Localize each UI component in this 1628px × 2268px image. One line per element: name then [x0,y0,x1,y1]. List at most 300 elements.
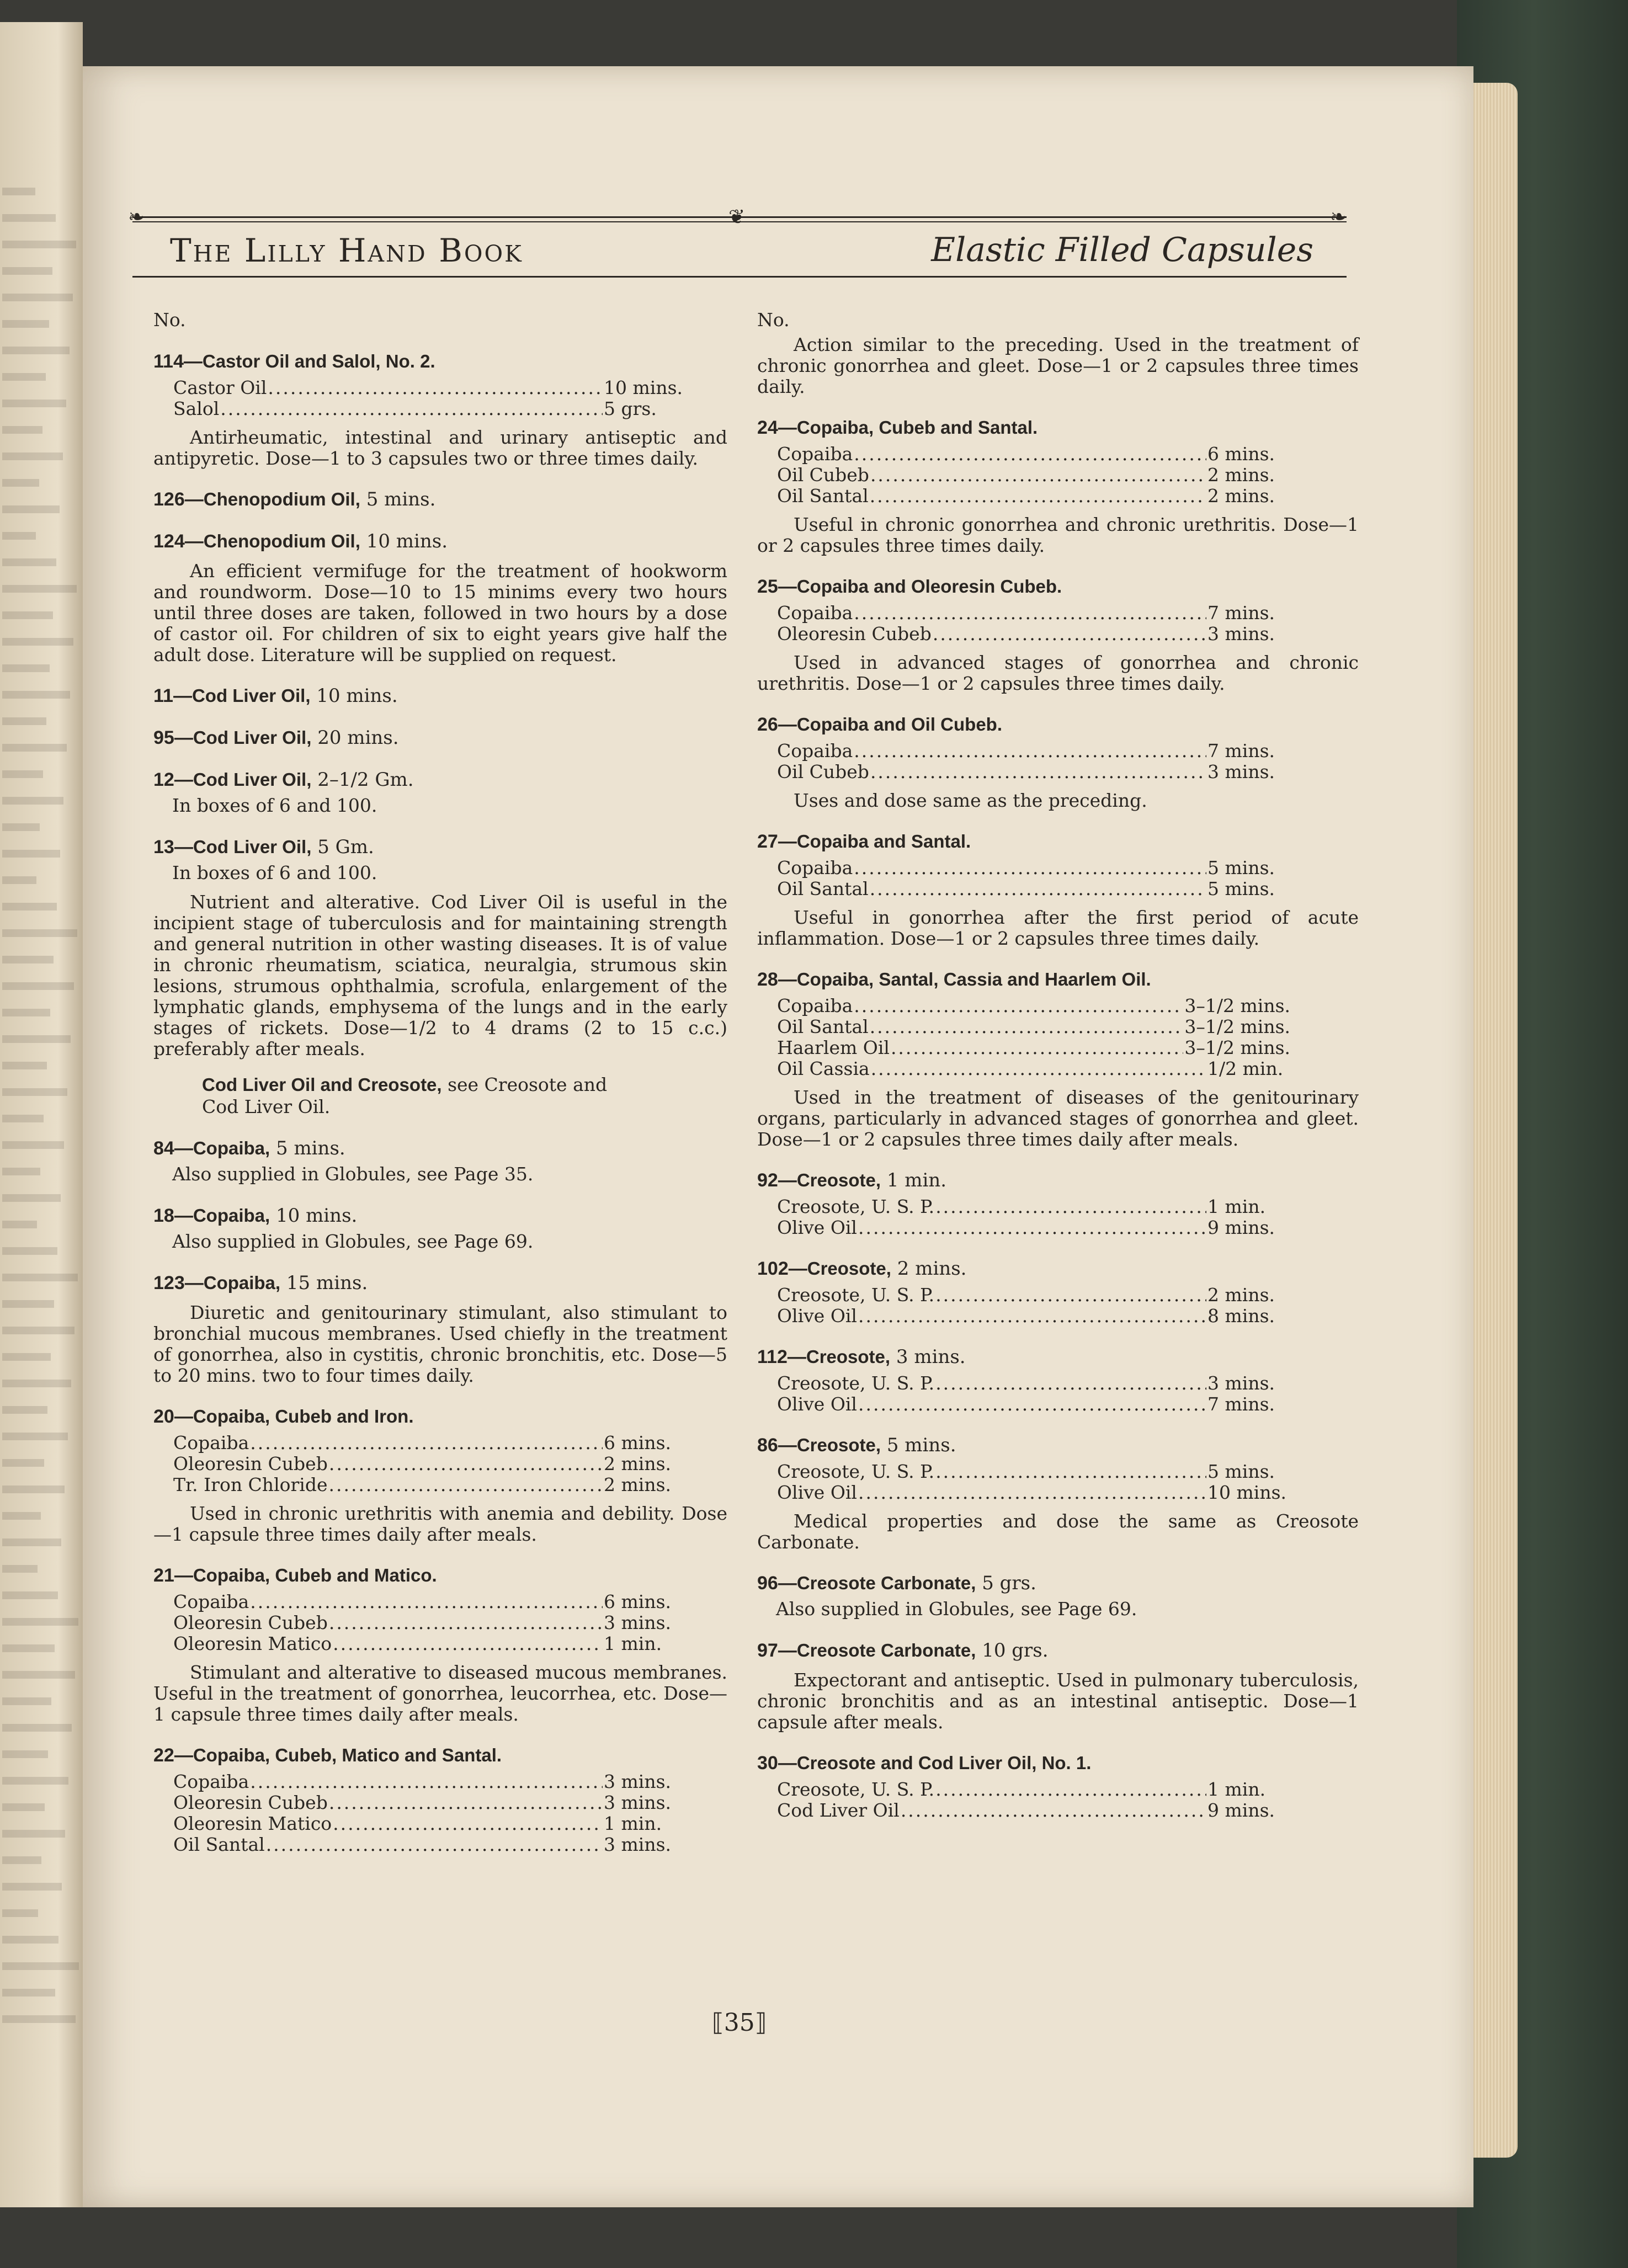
leader-dots [901,1800,1206,1821]
left-column [153,309,727,1870]
running-title: The Lilly Hand Book [170,232,523,269]
page-number: ⟦35⟧ [712,2009,767,2037]
ingredient-dose: 10 mins. [604,377,683,398]
formula-title: Castor Oil and Salol, No. 2. [202,351,435,371]
facing-page-text-fragment [2,452,63,460]
cross-reference-title: Cod Liver Oil and Creosote, [202,1074,442,1095]
ingredient-row [173,1834,687,1855]
header-rule-bottom [132,276,1347,278]
formula-dash: — [787,1346,806,1367]
ingredient-dose: 1 min. [1207,1196,1266,1217]
formula-description: Used in chronic urethritis with anemia and debility. Dose—1 capsule three times daily after meals. [153,1503,727,1545]
facing-page-text-fragment [2,532,36,540]
ingredient-name: Oleoresin Matico [173,1813,332,1834]
facing-page-text-fragment [2,1221,37,1228]
formula-dash: — [174,1205,193,1226]
facing-page-text-fragment [2,1856,41,1864]
ingredient-name: Oil Cassia [777,1058,870,1079]
ingredient-dose: 3–1/2 mins. [1184,1037,1290,1058]
ingredient-row [173,1771,687,1792]
leader-dots [935,1779,1206,1800]
facing-page-text-fragment [2,1247,57,1255]
facing-page-text-fragment [2,1115,44,1122]
facing-page-text-fragment [2,294,73,301]
facing-page-text-fragment [2,585,77,593]
ingredient-row [777,1306,1290,1327]
ingredient-list [757,995,1290,1079]
facing-page-text-fragment [2,1724,72,1732]
formula-dash: — [778,417,797,438]
ingredient-name: Oil Santal [777,485,869,507]
leader-dots [329,1792,603,1813]
formula-title: Creosote Carbonate, [796,1573,976,1593]
leader-dots [250,1771,603,1792]
formula-strength: 2–1/2 Gm. [317,769,414,791]
facing-page-text-fragment [2,664,50,672]
facing-page-text-fragment [2,903,57,911]
facing-page-text-fragment [2,1168,40,1175]
facing-page-text-fragment [2,188,35,195]
formula-heading [757,968,1359,991]
ingredient-list [153,377,687,419]
ingredient-name: Copaiba [173,1591,249,1612]
cross-reference-text: see Creosote and [448,1074,608,1095]
formula-number: 124 [153,531,185,552]
formula-heading [153,684,727,707]
formula-number: 84 [153,1138,174,1159]
ingredient-dose: 8 mins. [1207,1305,1275,1327]
ingredient-list [757,603,1290,645]
facing-page-text-fragment [2,1009,50,1016]
ingredient-dose: 7 mins. [1207,740,1275,762]
leader-dots [858,1217,1206,1238]
facing-page-text-fragment [2,400,66,407]
ingredient-dose: 2 mins. [604,1474,672,1495]
formula-heading [153,1204,727,1227]
formula-strength: 5 mins. [366,488,436,510]
ingredient-dose: 6 mins. [604,1432,672,1454]
formula-entry [153,768,727,817]
leader-dots [854,741,1206,762]
formula-note: Also supplied in Globules, see Page 35. [172,1163,534,1185]
formula-strength: 10 mins. [366,530,448,552]
formula-title: Creosote and Cod Liver Oil, No. 1. [796,1753,1092,1773]
leader-dots [858,1394,1206,1415]
formula-entry [757,830,1359,949]
facing-page-text-fragment [2,876,36,884]
ingredient-dose: 3 mins. [1207,1372,1275,1394]
ingredient-dose: 2 mins. [1207,464,1275,486]
formula-entry [153,726,727,749]
leader-dots [333,1633,603,1654]
ingredient-dose: 1 min. [604,1633,662,1654]
formula-strength: 5 Gm. [317,836,374,858]
ingredient-name: Oil Santal [777,1016,869,1037]
formula-number: 22 [153,1745,174,1766]
ingredient-dose: 6 mins. [604,1591,672,1612]
ingredient-name: Oil Cubeb [777,761,869,782]
formula-heading [153,1405,727,1428]
formula-note: In boxes of 6 and 100. [172,795,377,816]
formula-dash: — [788,1258,807,1279]
formula-description: Useful in gonorrhea after the first period of acute inflammation. Dose—1 or 2 capsules three times daily. [757,907,1359,949]
facing-page-text-fragment [2,1565,38,1573]
formula-dash: — [184,531,204,552]
formula-entry [153,1271,727,1386]
formula-heading [757,1751,1359,1775]
no-label: No. [153,309,186,331]
ingredient-list [757,1461,1290,1503]
formula-description: Useful in chronic gonorrhea and chronic urethritis. Dose—1 or 2 capsules three times daily. [757,514,1359,556]
formula-description: An efficient vermifuge for the treatment of hookworm and roundworm. Dose—10 to 15 minims every two hours until three doses are taken, followed in two hours by a dose of castor oil. For children of six to eight years give half the adult dose. Literature will be supplied on request. [153,560,727,666]
formula-entry [153,835,727,1060]
ingredient-row [173,1792,687,1813]
formula-heading [757,1572,1359,1595]
formula-note: In boxes of 6 and 100. [172,862,377,883]
ingredient-row [777,624,1290,645]
ingredient-row [777,1482,1290,1503]
ingredient-name: Creosote, U. S. P. [777,1779,935,1800]
ingredient-row [173,1633,687,1654]
formula-description: Used in advanced stages of gonorrhea and chronic urethritis. Dose—1 or 2 capsules three times daily. [757,652,1359,694]
ingredient-row [777,1058,1290,1079]
leader-dots [329,1454,603,1474]
facing-page-text-fragment [2,1962,79,1970]
ingredient-row [173,398,687,419]
formula-title: Cod Liver Oil, [193,837,312,857]
formula-title: Creosote, [796,1170,881,1190]
formula-heading [153,350,727,373]
leader-dots [870,465,1206,486]
ingredient-list [757,858,1290,899]
formula-heading [757,830,1359,853]
formula-note: Also supplied in Globules, see Page 69. [776,1598,1137,1620]
formula-title: Copaiba, Cubeb and Iron. [193,1406,414,1426]
ingredient-row [777,741,1290,762]
ingredient-dose: 7 mins. [1207,1393,1275,1415]
formula-dash: — [778,576,797,597]
ingredient-name: Creosote, U. S. P. [777,1461,935,1482]
ingredient-dose: 5 grs. [604,398,657,419]
facing-page-text-fragment [2,1035,71,1043]
formula-number: 123 [153,1273,185,1293]
ingredient-row [777,1037,1290,1058]
ingredient-name: Oil Santal [777,878,869,899]
ingredient-name: Creosote, U. S. P. [777,1372,935,1394]
ingredient-name: Castor Oil [173,377,267,398]
formula-dash: — [778,1170,797,1191]
formula-description: Expectorant and antiseptic. Used in pulmonary tuberculosis, chronic bronchitis and as an intestinal antiseptic. Dose—1 capsule after meals. [757,1669,1359,1733]
ingredient-dose: 1/2 min. [1207,1058,1284,1079]
ingredient-dose: 3–1/2 mins. [1184,1016,1290,1037]
formula-number: 21 [153,1565,174,1586]
ingredient-list [757,1779,1290,1821]
facing-page-text-fragment [2,1644,55,1652]
formula-heading [757,713,1359,736]
facing-page-text-fragment [2,1300,54,1308]
formula-heading [757,1639,1359,1662]
formula-heading [153,488,727,511]
leader-dots [935,1285,1206,1306]
formula-dash: — [778,1640,797,1661]
formula-number: 30 [757,1753,778,1774]
leader-dots [333,1813,603,1834]
formula-title: Copaiba, Cubeb, Matico and Santal. [193,1745,502,1765]
ingredient-row [777,1016,1290,1037]
facing-page-text-fragment [2,929,77,937]
formula-heading [153,835,727,859]
leader-dots [250,1591,603,1612]
formula-dash: — [174,769,193,790]
formula-dash: — [174,727,193,748]
leader-dots [328,1474,603,1495]
section-title: Elastic Filled Capsules [931,231,1313,269]
formula-dash: — [174,1138,193,1159]
formula-title: Copaiba, [193,1205,270,1226]
ingredient-row [777,1394,1290,1415]
formula-entry [153,684,727,707]
facing-page-text-fragment [2,1936,58,1944]
formula-dash: — [174,1745,193,1766]
formula-description: Medical properties and dose the same as Creosote Carbonate. [757,1510,1359,1553]
ingredient-row [777,1373,1290,1394]
facing-page-text-fragment [2,1512,41,1520]
facing-page-text-fragment [2,1433,68,1440]
facing-page-text-fragment [2,1883,62,1891]
formula-entry [153,488,727,511]
ingredient-name: Olive Oil [777,1482,857,1503]
facing-page-text-fragment [2,1380,71,1387]
formula-entry [757,1169,1359,1238]
formula-heading [153,726,727,749]
ingredient-row [777,1196,1290,1217]
ingredient-dose: 1 min. [1207,1779,1266,1800]
right-column [757,309,1359,1835]
formula-dash: — [174,1406,193,1427]
ingredient-dose: 7 mins. [1207,602,1275,624]
formula-entry [757,416,1359,556]
formula-strength: 20 mins. [317,727,399,749]
ingredient-name: Oil Santal [173,1834,265,1855]
formula-number: 24 [757,417,778,438]
formula-number: 27 [757,831,778,852]
facing-page-text-fragment [2,426,42,434]
ingredient-list [757,1196,1290,1238]
formula-entry [757,575,1359,694]
ingredient-name: Oleoresin Cubeb [777,623,932,645]
ingredient-name: Oleoresin Cubeb [173,1453,328,1474]
ingredient-name: Olive Oil [777,1217,857,1238]
leader-dots [268,377,603,398]
ingredient-dose: 2 mins. [1207,485,1275,507]
facing-page-text-fragment [2,1697,51,1705]
formula-heading [153,1271,727,1295]
formula-description: Stimulant and alterative to diseased mucous membranes. Useful in the treatment of gonorrhea, leucorrhea, etc. Dose—1 capsule three times daily after meals. [153,1662,727,1725]
formula-entry [757,713,1359,811]
no-label: No. [757,309,790,331]
facing-page-text-fragment [2,1194,61,1202]
ingredient-name: Cod Liver Oil [777,1800,900,1821]
ingredient-name: Tr. Iron Chloride [173,1474,328,1495]
formula-entry [153,1137,727,1185]
formula-entry [757,1345,1359,1415]
facing-page-text-fragment [2,1830,65,1838]
facing-page-text-fragment [2,1406,47,1414]
formula-entry [757,1257,1359,1327]
ingredient-dose: 3 mins. [604,1771,672,1792]
formula-entry [757,1434,1359,1553]
facing-page-text-fragment [2,850,60,858]
ingredient-name: Creosote, U. S. P. [777,1284,935,1306]
formula-dash: — [184,489,204,510]
formula-title: Copaiba, [203,1273,281,1293]
ingredient-dose: 9 mins. [1207,1217,1275,1238]
ingredient-row [777,603,1290,624]
formula-number: 96 [757,1573,778,1594]
formula-heading [757,575,1359,598]
ingredient-name: Copaiba [777,995,853,1016]
ingredient-row [173,377,687,398]
facing-page-text-fragment [2,717,46,725]
formula-title: Creosote, [796,1435,881,1455]
formula-title: Copaiba and Oil Cubeb. [796,714,1003,734]
ingredient-name: Copaiba [777,443,853,465]
ingredient-dose: 2 mins. [604,1453,672,1474]
leader-dots [220,398,603,419]
formula-strength: 5 mins. [276,1137,345,1159]
formula-entry [757,968,1359,1150]
facing-page-text-fragment [2,1909,38,1917]
leader-dots [250,1433,603,1454]
formula-number: 12 [153,769,174,790]
formula-strength: 15 mins. [286,1272,368,1294]
facing-page-text-fragment [2,1671,75,1679]
facing-page-text-fragment [2,1989,55,1997]
ingredient-dose: 3 mins. [604,1612,672,1633]
ingredient-row [777,995,1290,1016]
formula-title: Cod Liver Oil, [193,727,312,748]
formula-heading [757,1257,1359,1280]
ingredient-row [777,465,1290,486]
ingredient-list [757,1373,1290,1415]
ingredient-row [777,486,1290,507]
ingredient-name: Oleoresin Cubeb [173,1612,328,1633]
ornament-left-icon: ❧ [128,206,145,228]
facing-page-text-fragment [2,611,53,619]
ingredient-name: Copaiba [173,1432,249,1454]
facing-page-text-fragment [2,1062,47,1069]
intro-text: Action similar to the preceding. Used in the treatment of chronic gonorrhea and gleet. Dose—1 or 2 capsules three times daily. [757,334,1359,397]
ingredient-row [173,1813,687,1834]
formula-title: Copaiba and Santal. [796,831,971,851]
ingredient-name: Olive Oil [777,1305,857,1327]
facing-page-text-fragment [2,1353,51,1361]
formula-entry [153,1564,727,1725]
ingredient-name: Salol [173,398,220,419]
leader-dots [933,624,1206,645]
ingredient-row [173,1612,687,1633]
ingredient-row [777,858,1290,879]
ingredient-list [153,1433,687,1495]
ingredient-dose: 2 mins. [1207,1284,1275,1306]
facing-page-text-fragment [2,1591,58,1599]
leader-dots [854,858,1206,879]
facing-page-text-fragment [2,770,43,778]
ingredient-name: Olive Oil [777,1393,857,1415]
formula-number: 102 [757,1258,789,1279]
facing-page-text-fragment [2,320,49,328]
ingredient-name: Oleoresin Matico [173,1633,332,1654]
facing-page-text-fragment [2,1088,67,1096]
leader-dots [854,603,1206,624]
formula-strength: 5 mins. [886,1434,956,1456]
leader-dots [854,995,1183,1016]
formula-title: Copaiba, Cubeb and Matico. [193,1565,437,1585]
facing-page-text-fragment [2,823,40,831]
formula-entry [153,1204,727,1253]
formula-title: Creosote, [807,1258,891,1279]
formula-dash: — [173,685,192,706]
formula-number: 20 [153,1406,174,1427]
facing-page-text-fragment [2,982,74,990]
facing-page-text-fragment [2,1803,45,1811]
ingredient-row [777,1217,1290,1238]
formula-heading [757,1345,1359,1369]
leader-dots [870,879,1206,899]
cross-reference-continuation: Cod Liver Oil. [202,1096,331,1117]
ingredient-dose: 3 mins. [604,1792,672,1813]
formula-number: 112 [757,1346,788,1367]
formula-description: Used in the treatment of diseases of the genitourinary organs, particularly in advanced stages of gonorrhea and gleet. Dose—1 or 2 capsules three times daily after meals. [757,1087,1359,1150]
ingredient-dose: 3–1/2 mins. [1184,995,1290,1016]
formula-title: Chenopodium Oil, [203,531,360,551]
formula-entry [153,350,727,469]
formula-title: Cod Liver Oil, [193,769,312,790]
ingredient-list [153,1771,687,1855]
formula-entry [153,1074,727,1118]
ornament-center-icon: ❦ [728,206,746,228]
formula-strength: 1 min. [886,1169,947,1191]
formula-dash: — [778,1435,797,1456]
ingredient-row [777,1779,1290,1800]
facing-page-text-fragment [2,558,56,566]
ingredient-name: Copaiba [777,857,853,879]
leader-dots [870,762,1206,782]
facing-page-text-fragment [2,347,70,354]
ingredient-row [777,879,1290,899]
formula-heading [153,1137,727,1160]
leader-dots [854,444,1206,465]
facing-page-text-fragment [2,691,70,699]
ingredient-list [153,1591,687,1654]
formula-title: Copaiba, [193,1138,270,1158]
facing-page-text-fragment [2,1274,78,1281]
formula-title: Chenopodium Oil, [203,489,360,509]
ingredient-row [777,762,1290,782]
facing-page-text-fragment [2,214,56,222]
formula-entry [153,1405,727,1545]
formula-strength: 10 mins. [276,1205,358,1227]
leader-dots [935,1196,1206,1217]
formula-heading [757,1434,1359,1457]
leader-dots [935,1461,1206,1482]
formula-number: 114 [153,351,184,372]
ingredient-name: Oleoresin Cubeb [173,1792,328,1813]
leader-dots [935,1373,1206,1394]
leader-dots [891,1037,1183,1058]
leader-dots [858,1482,1206,1503]
formula-entry [153,530,727,666]
